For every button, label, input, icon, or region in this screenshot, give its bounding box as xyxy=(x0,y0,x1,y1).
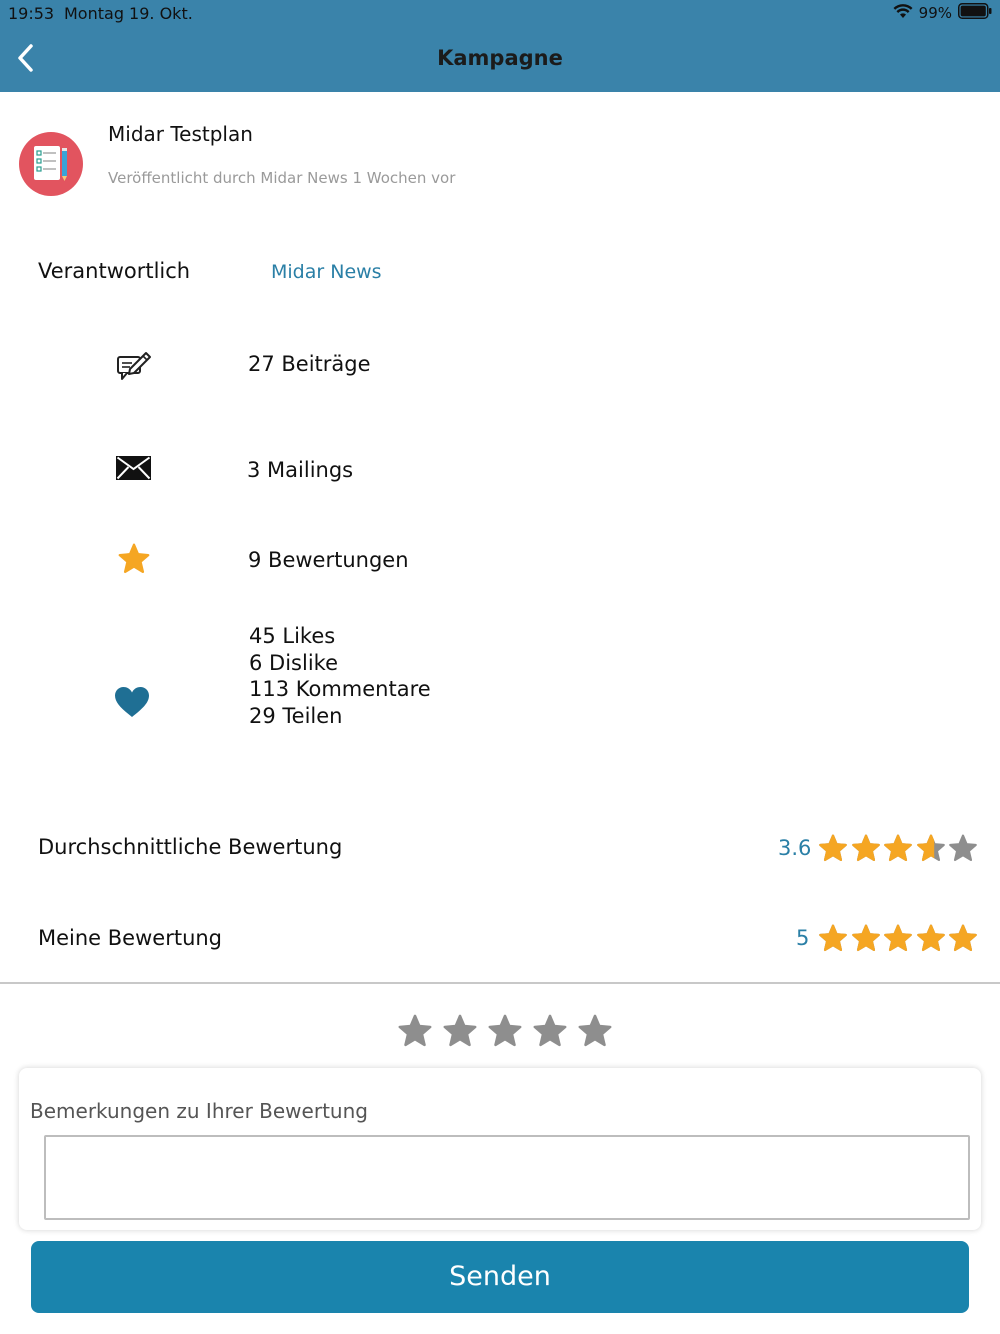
comment-label: Bemerkungen zu Ihrer Bewertung xyxy=(30,1099,368,1123)
star-icon xyxy=(882,834,914,865)
star-icon[interactable] xyxy=(576,1014,614,1055)
average-rating-label: Durchschnittliche Bewertung xyxy=(38,835,343,859)
engagement-stats xyxy=(249,623,431,729)
star-icon[interactable] xyxy=(486,1014,524,1055)
comments-count: 113 Kommentare xyxy=(249,677,431,701)
star-icon xyxy=(486,1014,524,1050)
comment-input[interactable] xyxy=(44,1135,970,1220)
star-icon xyxy=(396,1014,434,1050)
star-icon xyxy=(817,834,849,865)
star-icon xyxy=(915,924,947,955)
page-title: Kampagne xyxy=(437,46,563,70)
star-icon xyxy=(915,834,947,865)
star-icon xyxy=(116,543,152,582)
star-icon xyxy=(915,924,947,955)
send-button[interactable]: Senden xyxy=(31,1241,969,1313)
edit-post-icon xyxy=(116,349,152,386)
star-icon xyxy=(850,924,882,955)
star-icon xyxy=(882,924,914,955)
posts-count: 27 Beiträge xyxy=(248,352,371,376)
responsible-link[interactable]: Midar News xyxy=(271,261,382,283)
star-icon xyxy=(850,924,882,955)
star-icon xyxy=(441,1014,479,1050)
battery-icon xyxy=(958,3,992,24)
star-icon xyxy=(817,834,849,865)
campaign-published-info: Veröffentlicht durch Midar News 1 Wochen vor xyxy=(108,169,456,187)
dislikes-count: 6 Dislike xyxy=(249,650,338,675)
star-icon xyxy=(882,924,914,955)
envelope-icon xyxy=(116,456,151,485)
star-icon xyxy=(947,834,979,865)
star-icon xyxy=(882,834,914,865)
star-icon xyxy=(817,924,849,955)
star-icon xyxy=(850,834,882,865)
star-icon[interactable] xyxy=(396,1014,434,1055)
average-rating-stars xyxy=(817,834,979,865)
star-icon xyxy=(915,834,947,865)
mailings-count: 3 Mailings xyxy=(247,458,354,482)
my-rating-value: 5 xyxy=(796,926,810,950)
star-icon xyxy=(576,1014,614,1050)
heart-icon xyxy=(114,686,150,723)
star-icon xyxy=(817,924,849,955)
status-indicators xyxy=(893,2,992,24)
star-icon[interactable] xyxy=(531,1014,569,1055)
shares-count: 29 Teilen xyxy=(249,703,343,728)
my-rating-stars xyxy=(817,924,979,955)
star-icon xyxy=(531,1014,569,1050)
battery-percent: 99% xyxy=(918,4,952,22)
star-icon xyxy=(947,924,979,955)
status-date: Montag 19. Okt. xyxy=(64,4,193,23)
star-icon xyxy=(947,834,979,865)
star-icon xyxy=(850,834,882,865)
status-time: 19:53 xyxy=(8,4,55,23)
document-checklist-icon xyxy=(19,132,83,196)
average-rating-value: 3.6 xyxy=(778,836,812,860)
responsible-label: Verantwortlich xyxy=(38,259,191,283)
star-icon xyxy=(947,924,979,955)
comment-card xyxy=(19,1068,981,1230)
my-rating-label: Meine Bewertung xyxy=(38,926,223,950)
wifi-icon xyxy=(893,3,913,24)
divider xyxy=(0,982,1000,984)
campaign-title: Midar Testplan xyxy=(108,122,253,146)
likes-count: 45 Likes xyxy=(249,624,336,648)
app-header xyxy=(0,0,1000,92)
star-icon[interactable] xyxy=(441,1014,479,1055)
ratings-count: 9 Bewertungen xyxy=(248,548,409,572)
rating-input[interactable] xyxy=(396,1014,614,1055)
